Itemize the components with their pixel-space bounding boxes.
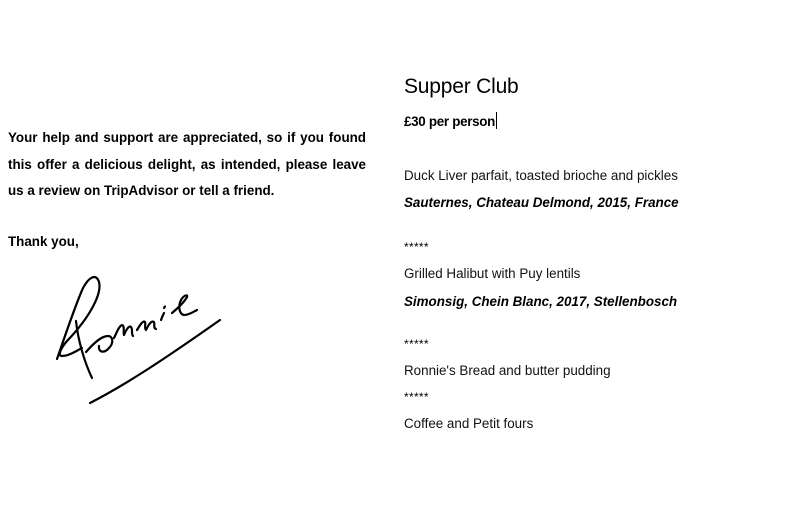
course-3-dish: Ronnie's Bread and butter pudding	[404, 363, 611, 378]
text-cursor	[496, 112, 497, 129]
thank-you-note	[8, 125, 366, 205]
menu-title: Supper Club	[404, 75, 519, 98]
course-4-dish: Coffee and Petit fours	[404, 416, 534, 431]
thank-you-signoff: Thank you,	[8, 234, 79, 249]
course-separator: *****	[404, 337, 429, 351]
course-1-wine: Sauternes, Chateau Delmond, 2015, France	[404, 195, 679, 210]
menu-price-line	[404, 111, 497, 133]
course-2-wine: Simonsig, Chein Blanc, 2017, Stellenbosch	[404, 294, 678, 309]
course-separator: *****	[404, 390, 429, 404]
course-separator: *****	[404, 240, 429, 254]
menu-price: £30 per person	[404, 114, 496, 129]
course-2-dish: Grilled Halibut with Puy lentils	[404, 266, 581, 281]
handwritten-signature	[38, 268, 228, 410]
course-1-dish: Duck Liver parfait, toasted brioche and pickles	[404, 168, 678, 183]
thank-you-paragraph: Your help and support are appreciated, so if you found this offer a delicious delight, as intended, please leave us a review on TripAdvisor or tell a friend.	[8, 130, 366, 198]
